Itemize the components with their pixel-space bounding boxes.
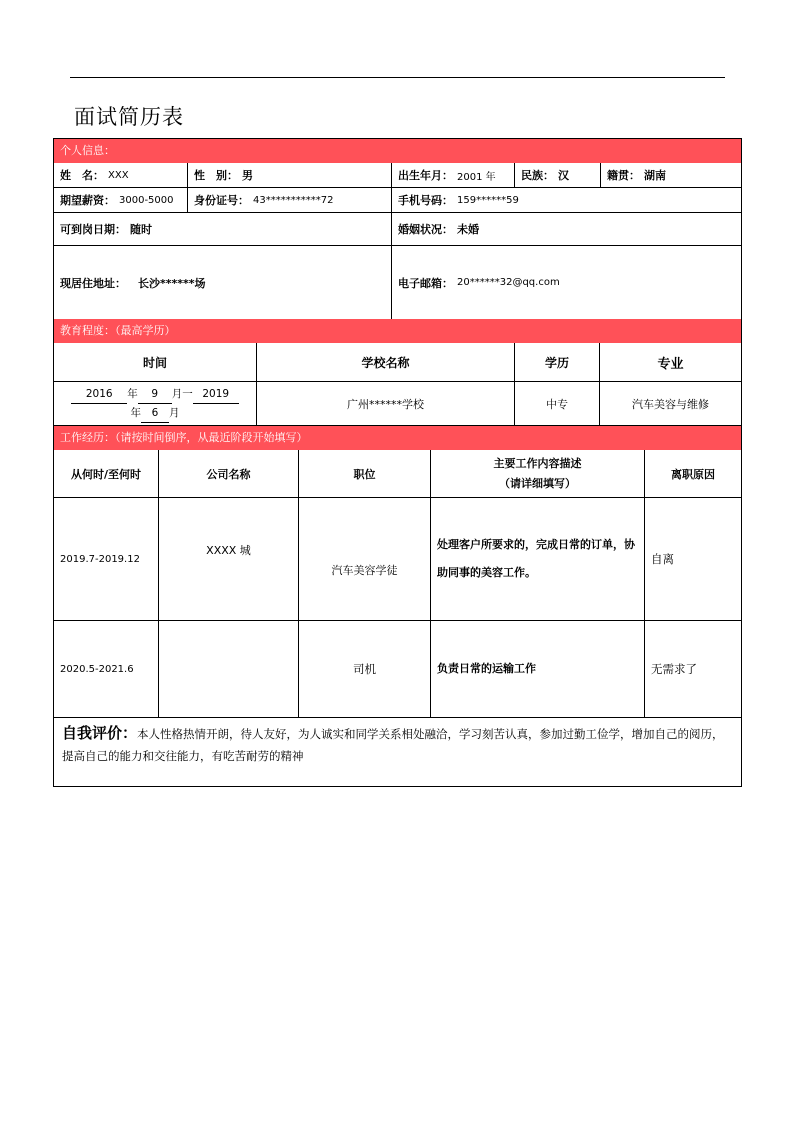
marital-label: 婚姻状况： bbox=[398, 223, 453, 236]
self-evaluation bbox=[54, 718, 741, 786]
edu-time-line1 bbox=[71, 385, 239, 404]
edu-end-year: 2019 bbox=[193, 385, 239, 404]
ethnicity-value: 汉 bbox=[558, 169, 569, 182]
work-header-reason: 离职原因 bbox=[645, 450, 741, 498]
work-header-description bbox=[431, 450, 645, 498]
edu-header-time: 时间 bbox=[54, 343, 257, 382]
edu-header-school: 学校名称 bbox=[257, 343, 515, 382]
gender-label: 性 别： bbox=[194, 169, 238, 182]
edu-time-cell bbox=[54, 382, 257, 426]
email-label: 电子邮箱： bbox=[398, 276, 453, 290]
work-row1-period: 2019.7-2019.12 bbox=[54, 498, 159, 621]
marital-cell bbox=[392, 213, 741, 246]
marital-value: 未婚 bbox=[457, 223, 479, 236]
work-row2-company bbox=[159, 621, 299, 718]
address-value: 长沙******场 bbox=[138, 276, 206, 290]
available-cell bbox=[54, 213, 392, 246]
edu-school: 广州******学校 bbox=[257, 382, 515, 426]
id-cell bbox=[188, 188, 392, 213]
name-value: XXX bbox=[108, 169, 129, 181]
address-cell bbox=[54, 246, 392, 319]
ethnicity-cell bbox=[515, 163, 601, 188]
work-row1-company: XXXX 城 bbox=[159, 498, 299, 621]
edu-start-month: 9 bbox=[138, 385, 172, 404]
gender-cell bbox=[188, 163, 392, 188]
native-label: 籍贯： bbox=[607, 169, 640, 182]
work-row2-reason: 无需求了 bbox=[645, 621, 741, 718]
edu-major: 汽车美容与维修 bbox=[600, 382, 741, 426]
id-value: 43***********72 bbox=[253, 194, 334, 206]
work-row2-description: 负责日常的运输工作 bbox=[431, 621, 645, 718]
name-cell bbox=[54, 163, 188, 188]
available-value: 随时 bbox=[130, 223, 152, 236]
gender-value: 男 bbox=[242, 169, 253, 182]
birth-value: 2001 年 bbox=[457, 171, 496, 183]
birth-cell bbox=[392, 163, 515, 188]
edu-time-line2 bbox=[131, 404, 180, 423]
work-row1-reason: 自离 bbox=[645, 498, 741, 621]
edu-header-degree: 学历 bbox=[515, 343, 600, 382]
salary-value: 3000-5000 bbox=[119, 194, 174, 206]
header-rule bbox=[70, 77, 725, 78]
email-cell bbox=[392, 246, 741, 319]
phone-cell bbox=[392, 188, 741, 213]
edu-end-month: 6 bbox=[141, 404, 169, 423]
edu-degree: 中专 bbox=[515, 382, 600, 426]
edu-month-dash: 月一 bbox=[171, 387, 193, 400]
edu-month-char: 月 bbox=[169, 406, 180, 419]
available-label: 可到岗日期： bbox=[60, 223, 126, 236]
id-label: 身份证号： bbox=[194, 194, 249, 207]
section-education-header: 教育程度：（最高学历） bbox=[54, 319, 741, 343]
work-row1-description: 处理客户所要求的，完成日常的订单，协助同事的美容工作。 bbox=[431, 498, 645, 621]
native-value: 湖南 bbox=[644, 169, 666, 182]
section-personal-header: 个人信息： bbox=[54, 139, 741, 163]
salary-label: 期望薪资： bbox=[60, 194, 115, 207]
salary-cell bbox=[54, 188, 188, 213]
edu-year-char-2: 年 bbox=[130, 406, 141, 419]
email-value: 20******32@qq.com bbox=[457, 277, 560, 288]
work-header-position: 职位 bbox=[299, 450, 431, 498]
resume-table bbox=[53, 138, 742, 787]
work-row1-position: 汽车美容学徒 bbox=[299, 498, 431, 621]
work-header-description-line2: （请详细填写） bbox=[499, 476, 576, 490]
page-title: 面试简历表 bbox=[74, 105, 184, 129]
phone-value: 159******59 bbox=[457, 194, 519, 206]
work-header-period: 从何时/至何时 bbox=[54, 450, 159, 498]
phone-label: 手机号码： bbox=[398, 194, 453, 207]
work-row2-period: 2020.5-2021.6 bbox=[54, 621, 159, 718]
self-evaluation-text: 本人性格热情开朗，待人友好，为人诚实和同学关系相处融洽，学习刻苦认真，参加过勤工俭学，增加自己的阅历，提高自己的能力和交往能力，有吃苦耐劳的精神 bbox=[62, 727, 724, 763]
work-row2-position: 司机 bbox=[299, 621, 431, 718]
work-header-description-line1: 主要工作内容描述 bbox=[493, 456, 582, 470]
edu-header-major: 专业 bbox=[600, 343, 741, 382]
work-header-company: 公司名称 bbox=[159, 450, 299, 498]
name-label: 姓 名： bbox=[60, 169, 104, 182]
section-work-header: 工作经历：（请按时间倒序，从最近阶段开始填写） bbox=[54, 426, 741, 450]
self-evaluation-label: 自我评价： bbox=[62, 724, 138, 742]
native-cell bbox=[601, 163, 741, 188]
edu-start-year: 2016 bbox=[71, 385, 127, 404]
address-label: 现居住地址： bbox=[60, 276, 126, 290]
birth-label: 出生年月： bbox=[398, 169, 453, 182]
edu-year-char: 年 bbox=[127, 387, 138, 400]
ethnicity-label: 民族： bbox=[521, 169, 554, 182]
